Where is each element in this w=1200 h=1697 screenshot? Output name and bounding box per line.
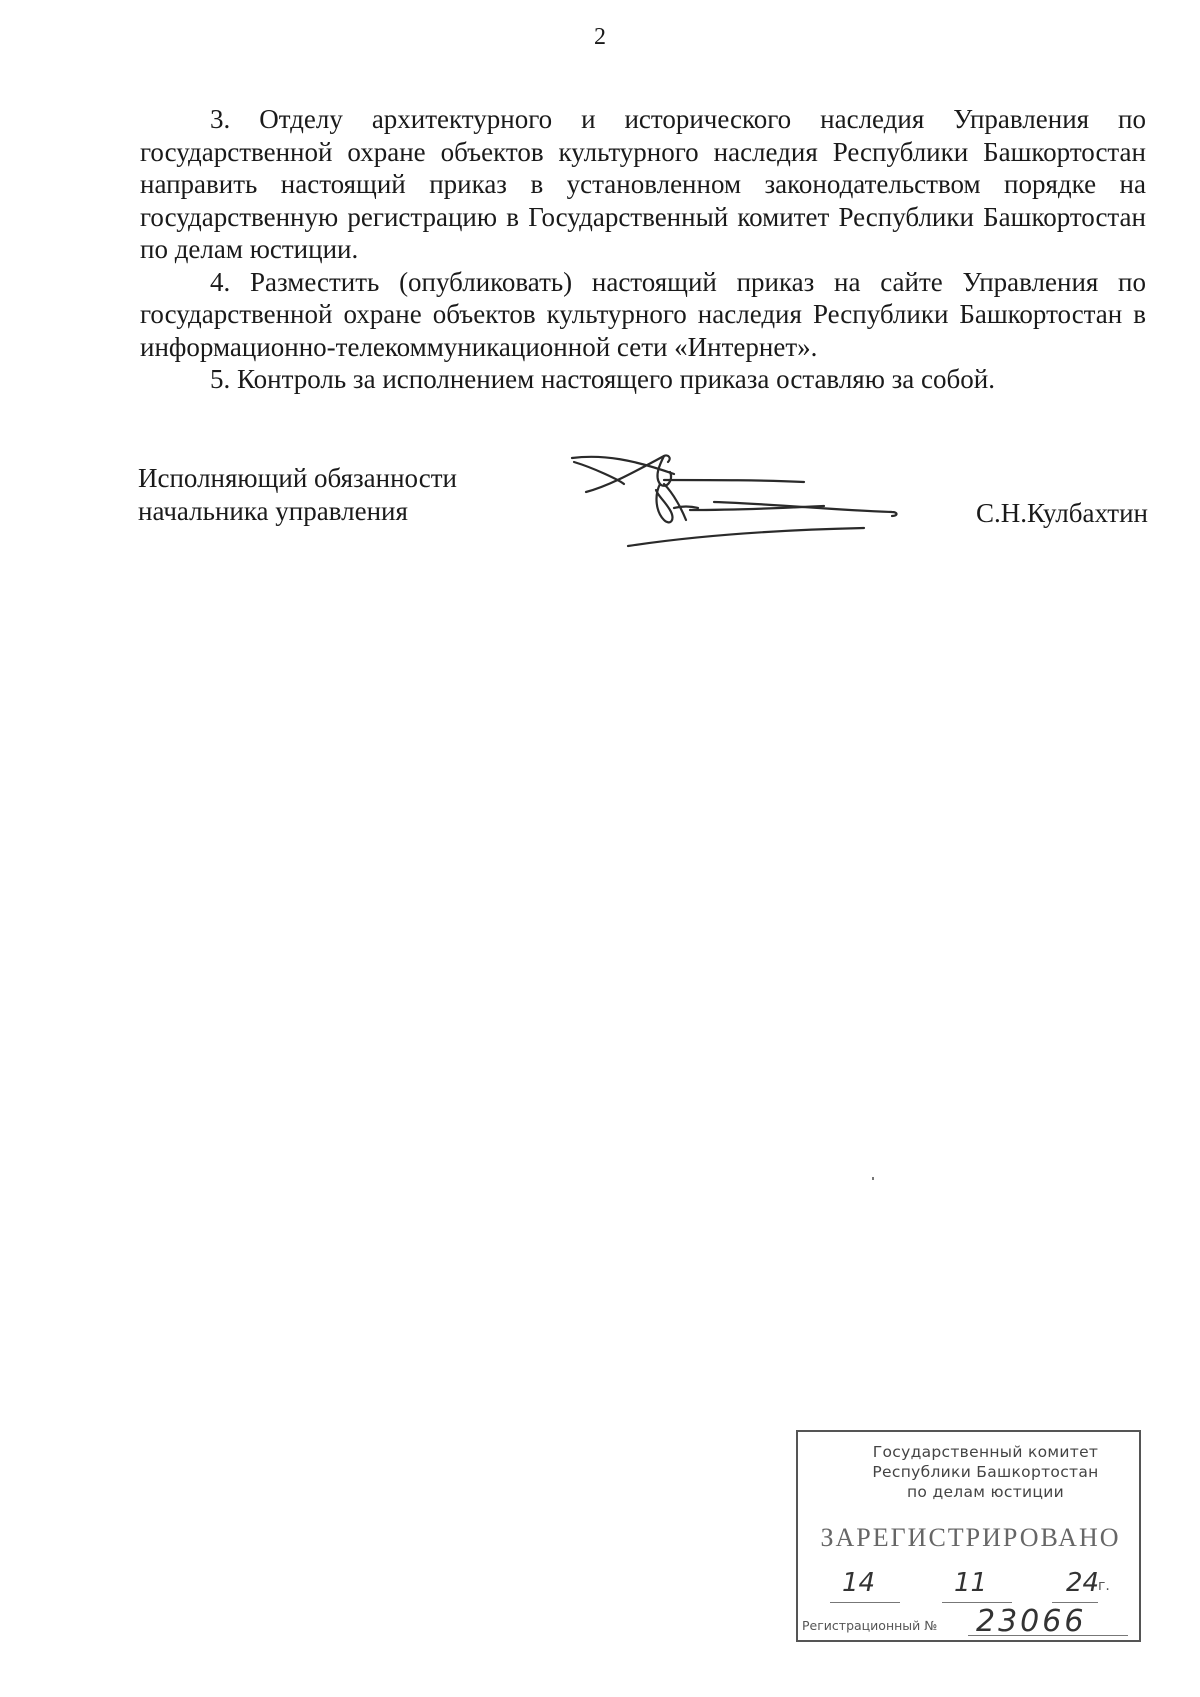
signer-title-line-1: Исполняющий обязанности	[138, 463, 457, 493]
document-body	[140, 103, 1146, 396]
stamp-date	[822, 1568, 1122, 1602]
stamp-date-month: 11	[954, 1568, 988, 1598]
stamp-reg-label: Регистрационный №	[802, 1618, 938, 1633]
stamp-date-day: 14	[842, 1568, 876, 1598]
stamp-organization	[838, 1442, 1133, 1502]
stamp-reg-number: 23066	[976, 1604, 1087, 1639]
paragraph-5: 5. Контроль за исполнением настоящего приказа оставляю за собой.	[210, 364, 995, 394]
paragraph-4: 4. Разместить (опубликовать) настоящий приказ на сайте Управления по государственной охране объектов культурного наследия Республики Башкортостан в информационно-телекоммуникационной сети «Интернет».	[140, 266, 1146, 362]
stamp-org-line-1: Государственный комитет	[872, 1443, 1099, 1461]
stamp-date-month-line	[942, 1602, 1012, 1603]
registration-stamp	[796, 1430, 1141, 1642]
page-number: 2	[594, 24, 606, 50]
stamp-date-year: 24	[1066, 1568, 1100, 1598]
handwritten-signature	[564, 450, 914, 560]
stamp-org-line-2: Республики Башкортостан	[872, 1463, 1099, 1481]
signature-block	[138, 462, 1148, 562]
stamp-date-suffix: г.	[1098, 1578, 1110, 1594]
stamp-date-day-line	[830, 1602, 900, 1603]
scan-speck	[872, 1177, 874, 1180]
stamp-reg-line	[968, 1635, 1128, 1636]
stamp-status: ЗАРЕГИСТРИРОВАНО	[820, 1523, 1121, 1552]
signer-title	[138, 462, 457, 528]
paragraph-3: 3. Отделу архитектурного и исторического наследия Управления по государственной охране объектов культурного наследия Республики Башкортостан направить настоящий приказ в установленном законодательством порядке на государственную регистрацию в Государственный комитет Республики Башкортостан по делам юстиции.	[140, 104, 1146, 264]
signer-title-line-2: начальника управления	[138, 496, 408, 526]
signer-name: С.Н.Кулбахтин	[975, 498, 1148, 528]
stamp-date-year-line	[1052, 1602, 1098, 1603]
stamp-org-line-3: по делам юстиции	[907, 1483, 1064, 1501]
